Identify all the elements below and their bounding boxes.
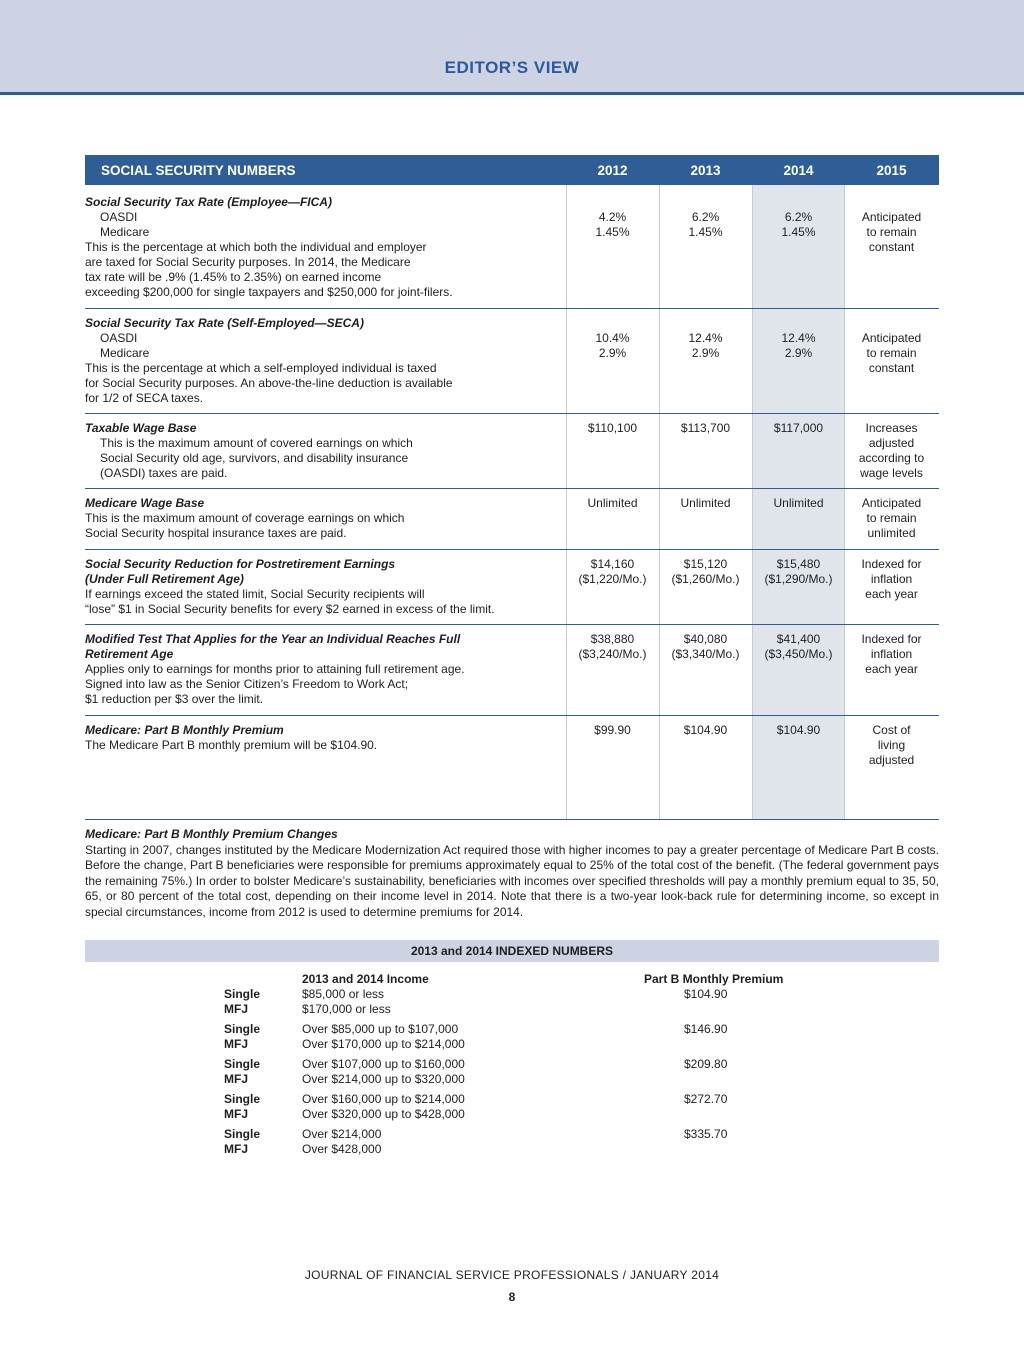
year-header: 2014 <box>783 163 814 178</box>
value-2014 <box>752 496 845 511</box>
value-2013 <box>659 557 752 587</box>
cell-value: Increases <box>865 421 918 435</box>
premium-value: $209.80 <box>684 1057 728 1071</box>
premium-column-header: Part B Monthly Premium <box>644 972 784 986</box>
table-section <box>85 549 939 616</box>
filing-status: MFJ <box>224 1072 248 1086</box>
section-description <box>85 496 555 541</box>
year-header: 2012 <box>597 163 628 178</box>
value-2012 <box>566 723 659 738</box>
premium-value: $146.90 <box>684 1022 728 1036</box>
section-title: Retirement Age <box>85 647 174 661</box>
value-2015 <box>845 421 938 481</box>
table-title: SOCIAL SECURITY NUMBERS <box>101 163 296 178</box>
value-2012 <box>566 557 659 587</box>
cell-value: 10.4% <box>595 331 630 345</box>
value-2012 <box>566 632 659 662</box>
cell-value: 2.9% <box>598 346 627 360</box>
journal-footer: JOURNAL OF FINANCIAL SERVICE PROFESSIONALS / JANUARY 2014 <box>304 1268 720 1282</box>
cell-value: Anticipated <box>861 496 922 510</box>
section-description <box>85 632 555 707</box>
value-2014 <box>752 632 845 662</box>
cell-value: ($3,450/Mo.) <box>764 647 833 661</box>
cell-value: Unlimited <box>773 496 824 510</box>
table-row <box>85 1092 939 1122</box>
filing-status: Single <box>224 1022 261 1036</box>
value-2012 <box>566 421 659 436</box>
premium-changes-section <box>85 827 939 921</box>
section-title: Medicare: Part B Monthly Premium <box>85 723 284 737</box>
table-section <box>85 413 939 480</box>
cell-value: 2.9% <box>691 346 720 360</box>
section-title: (Under Full Retirement Age) <box>85 572 244 586</box>
cell-value: inflation <box>870 572 913 586</box>
description-line: Applies only to earnings for months prior to attaining full retirement age. <box>85 662 465 676</box>
premium-value: $272.70 <box>684 1092 728 1106</box>
section-description <box>85 421 555 481</box>
cell-value: $117,000 <box>773 421 824 435</box>
cell-value: wage levels <box>860 466 923 480</box>
cell-value: 1.45% <box>688 225 723 239</box>
value-2014 <box>752 557 845 587</box>
cell-value: $14,160 <box>590 557 635 571</box>
cell-value: 2.9% <box>784 346 813 360</box>
filing-status: MFJ <box>224 1142 248 1156</box>
cell-value: Indexed for <box>861 557 922 571</box>
cell-value: $40,080 <box>683 632 728 646</box>
value-2015 <box>845 557 938 602</box>
section-title: Modified Test That Applies for the Year an Individual Reaches Full <box>85 632 461 646</box>
cell-value: according to <box>858 451 925 465</box>
indexed-numbers-title: 2013 and 2014 INDEXED NUMBERS <box>85 940 939 962</box>
cell-value: Unlimited <box>587 496 638 510</box>
description-line: “lose” $1 in Social Security benefits for every $2 earned in excess of the limit. <box>85 602 495 616</box>
description-line: $1 reduction per $3 over the limit. <box>85 692 264 706</box>
line-item: OASDI <box>100 210 138 224</box>
indexed-numbers-table <box>85 940 939 1156</box>
cell-value: ($3,340/Mo.) <box>671 647 740 661</box>
cell-value: $104.90 <box>776 723 821 737</box>
value-2014 <box>752 723 845 738</box>
section-description <box>85 195 555 300</box>
line-item: OASDI <box>100 331 138 345</box>
page-number: 8 <box>508 1290 516 1304</box>
filing-status: Single <box>224 1057 261 1071</box>
income-range: Over $170,000 up to $214,000 <box>302 1037 465 1051</box>
value-2012 <box>566 496 659 511</box>
cell-value: unlimited <box>867 526 916 540</box>
cell-value: 6.2% <box>691 210 720 224</box>
cell-value: Anticipated <box>861 210 922 224</box>
cell-value: ($1,260/Mo.) <box>671 572 740 586</box>
cell-value: 12.4% <box>688 331 723 345</box>
cell-value: each year <box>865 662 918 676</box>
value-2013 <box>659 421 752 436</box>
value-2013 <box>659 331 752 361</box>
cell-value: Anticipated <box>861 331 922 345</box>
cell-value: adjusted <box>868 436 915 450</box>
year-header: 2013 <box>690 163 721 178</box>
description-line: for Social Security purposes. An above-the-line deduction is available <box>85 376 453 390</box>
cell-value: to remain <box>866 346 917 360</box>
value-2014 <box>752 210 845 240</box>
value-2015 <box>845 496 938 541</box>
cell-value: $15,120 <box>683 557 728 571</box>
cell-value: ($1,220/Mo.) <box>578 572 647 586</box>
income-range: Over $214,000 <box>302 1127 382 1141</box>
cell-value: $41,400 <box>776 632 821 646</box>
income-range: Over $320,000 up to $428,000 <box>302 1107 465 1121</box>
income-range: Over $85,000 up to $107,000 <box>302 1022 459 1036</box>
line-item: Medicare <box>100 346 150 360</box>
value-2012 <box>566 331 659 361</box>
value-2015 <box>845 210 938 255</box>
description-line: Signed into law as the Senior Citizen’s Freedom to Work Act; <box>85 677 409 691</box>
value-2013 <box>659 496 752 511</box>
table-bottom-rule <box>85 819 939 821</box>
income-column-header: 2013 and 2014 Income <box>302 972 429 986</box>
description-line: are taxed for Social Security purposes. In 2014, the Medicare <box>85 255 411 269</box>
filing-status: Single <box>224 987 261 1001</box>
value-2014 <box>752 331 845 361</box>
cell-value: constant <box>868 361 915 375</box>
premium-value: $104.90 <box>684 987 728 1001</box>
cell-value: $15,480 <box>776 557 821 571</box>
income-range: Over $428,000 <box>302 1142 382 1156</box>
filing-status: Single <box>224 1127 261 1141</box>
description-line: This is the maximum amount of covered earnings on which <box>100 436 413 450</box>
section-title: Social Security Reduction for Postretirement Earnings <box>85 557 396 571</box>
section-title: Taxable Wage Base <box>85 421 197 435</box>
description-line: The Medicare Part B monthly premium will be $104.90. <box>85 738 378 752</box>
cell-value: Cost of <box>872 723 911 737</box>
income-range: Over $214,000 up to $320,000 <box>302 1072 465 1086</box>
cell-value: Unlimited <box>680 496 731 510</box>
value-2014 <box>752 421 845 436</box>
income-range: Over $107,000 up to $160,000 <box>302 1057 465 1071</box>
description-line: This is the percentage at which both the individual and employer <box>85 240 427 254</box>
premium-changes-title: Medicare: Part B Monthly Premium Changes <box>85 827 338 841</box>
premium-value: $335.70 <box>684 1127 728 1141</box>
description-line: This is the maximum amount of coverage earnings on which <box>85 511 405 525</box>
description-line: (OASDI) taxes are paid. <box>100 466 228 480</box>
value-2013 <box>659 210 752 240</box>
filing-status: Single <box>224 1092 261 1106</box>
table-section <box>85 715 939 767</box>
cell-value: living <box>877 738 906 752</box>
cell-value: $38,880 <box>590 632 635 646</box>
section-title: Social Security Tax Rate (Employee—FICA) <box>85 195 332 209</box>
description-line: exceeding $200,000 for single taxpayers and $250,000 for joint-filers. <box>85 285 453 299</box>
cell-value: Indexed for <box>861 632 922 646</box>
table-row <box>85 1127 939 1157</box>
description-line: Social Security old age, survivors, and disability insurance <box>100 451 409 465</box>
filing-status: MFJ <box>224 1107 248 1121</box>
table-row <box>85 987 939 1017</box>
cell-value: ($1,290/Mo.) <box>764 572 833 586</box>
social-security-table <box>85 155 939 820</box>
value-2013 <box>659 723 752 738</box>
table-header <box>85 155 939 185</box>
value-2012 <box>566 210 659 240</box>
cell-value: $113,700 <box>680 421 731 435</box>
section-title: Social Security Tax Rate (Self-Employed—SECA) <box>85 316 364 330</box>
line-item: Medicare <box>100 225 150 239</box>
value-2015 <box>845 331 938 376</box>
section-description <box>85 557 555 617</box>
premium-changes-body: Starting in 2007, changes instituted by the Medicare Modernization Act required those with higher incomes to pay a greater percentage of Medicare Part B costs. Before the change, Part B beneficiaries were responsible for premiums approximately equal to 25% of the total cost of the benefit. (The federal government pays the remaining 75%.) In order to bolster Medicare’s sustainability, beneficiaries with incomes over specified thresholds will pay a monthly premium equal to 35, 50, 65, or 80 percent of the total cost, depending on their income level in 2014. Note that there is a two-year look-back rule for determining income, so except in special circumstances, income from 2012 is used to determine premiums for 2014. <box>85 842 939 919</box>
section-title: Medicare Wage Base <box>85 496 205 510</box>
description-line: This is the percentage at which a self-employed individual is taxed <box>85 361 437 375</box>
table-section <box>85 308 939 405</box>
cell-value: to remain <box>866 225 917 239</box>
table-row <box>85 1057 939 1087</box>
income-range: Over $160,000 up to $214,000 <box>302 1092 465 1106</box>
description-line: tax rate will be .9% (1.45% to 2.35%) on earned income <box>85 270 382 284</box>
value-2015 <box>845 723 938 768</box>
description-line: Social Security hospital insurance taxes are paid. <box>85 526 347 540</box>
cell-value: constant <box>868 240 915 254</box>
cell-value: ($3,240/Mo.) <box>578 647 647 661</box>
cell-value: 6.2% <box>784 210 813 224</box>
income-range: $85,000 or less <box>302 987 385 1001</box>
value-2013 <box>659 632 752 662</box>
cell-value: 1.45% <box>595 225 630 239</box>
page-section-title: EDITOR’S VIEW <box>444 58 580 77</box>
filing-status: MFJ <box>224 1037 248 1051</box>
editors-view-banner <box>0 0 1024 95</box>
filing-status: MFJ <box>224 1002 248 1016</box>
cell-value: $99.90 <box>594 723 631 737</box>
description-line: If earnings exceed the stated limit, Social Security recipients will <box>85 587 425 601</box>
cell-value: $110,100 <box>587 421 638 435</box>
income-range: $170,000 or less <box>302 1002 391 1016</box>
cell-value: each year <box>865 587 918 601</box>
table-row <box>85 1022 939 1052</box>
year-header: 2015 <box>876 163 907 178</box>
cell-value: 4.2% <box>598 210 627 224</box>
cell-value: inflation <box>870 647 913 661</box>
cell-value: $104.90 <box>683 723 728 737</box>
section-description <box>85 723 555 753</box>
table-section <box>85 624 939 706</box>
cell-value: adjusted <box>868 753 915 767</box>
cell-value: 12.4% <box>781 331 816 345</box>
section-description <box>85 316 555 406</box>
table-section <box>85 488 939 540</box>
description-line: for 1/2 of SECA taxes. <box>85 391 204 405</box>
cell-value: to remain <box>866 511 917 525</box>
value-2015 <box>845 632 938 677</box>
cell-value: 1.45% <box>781 225 816 239</box>
